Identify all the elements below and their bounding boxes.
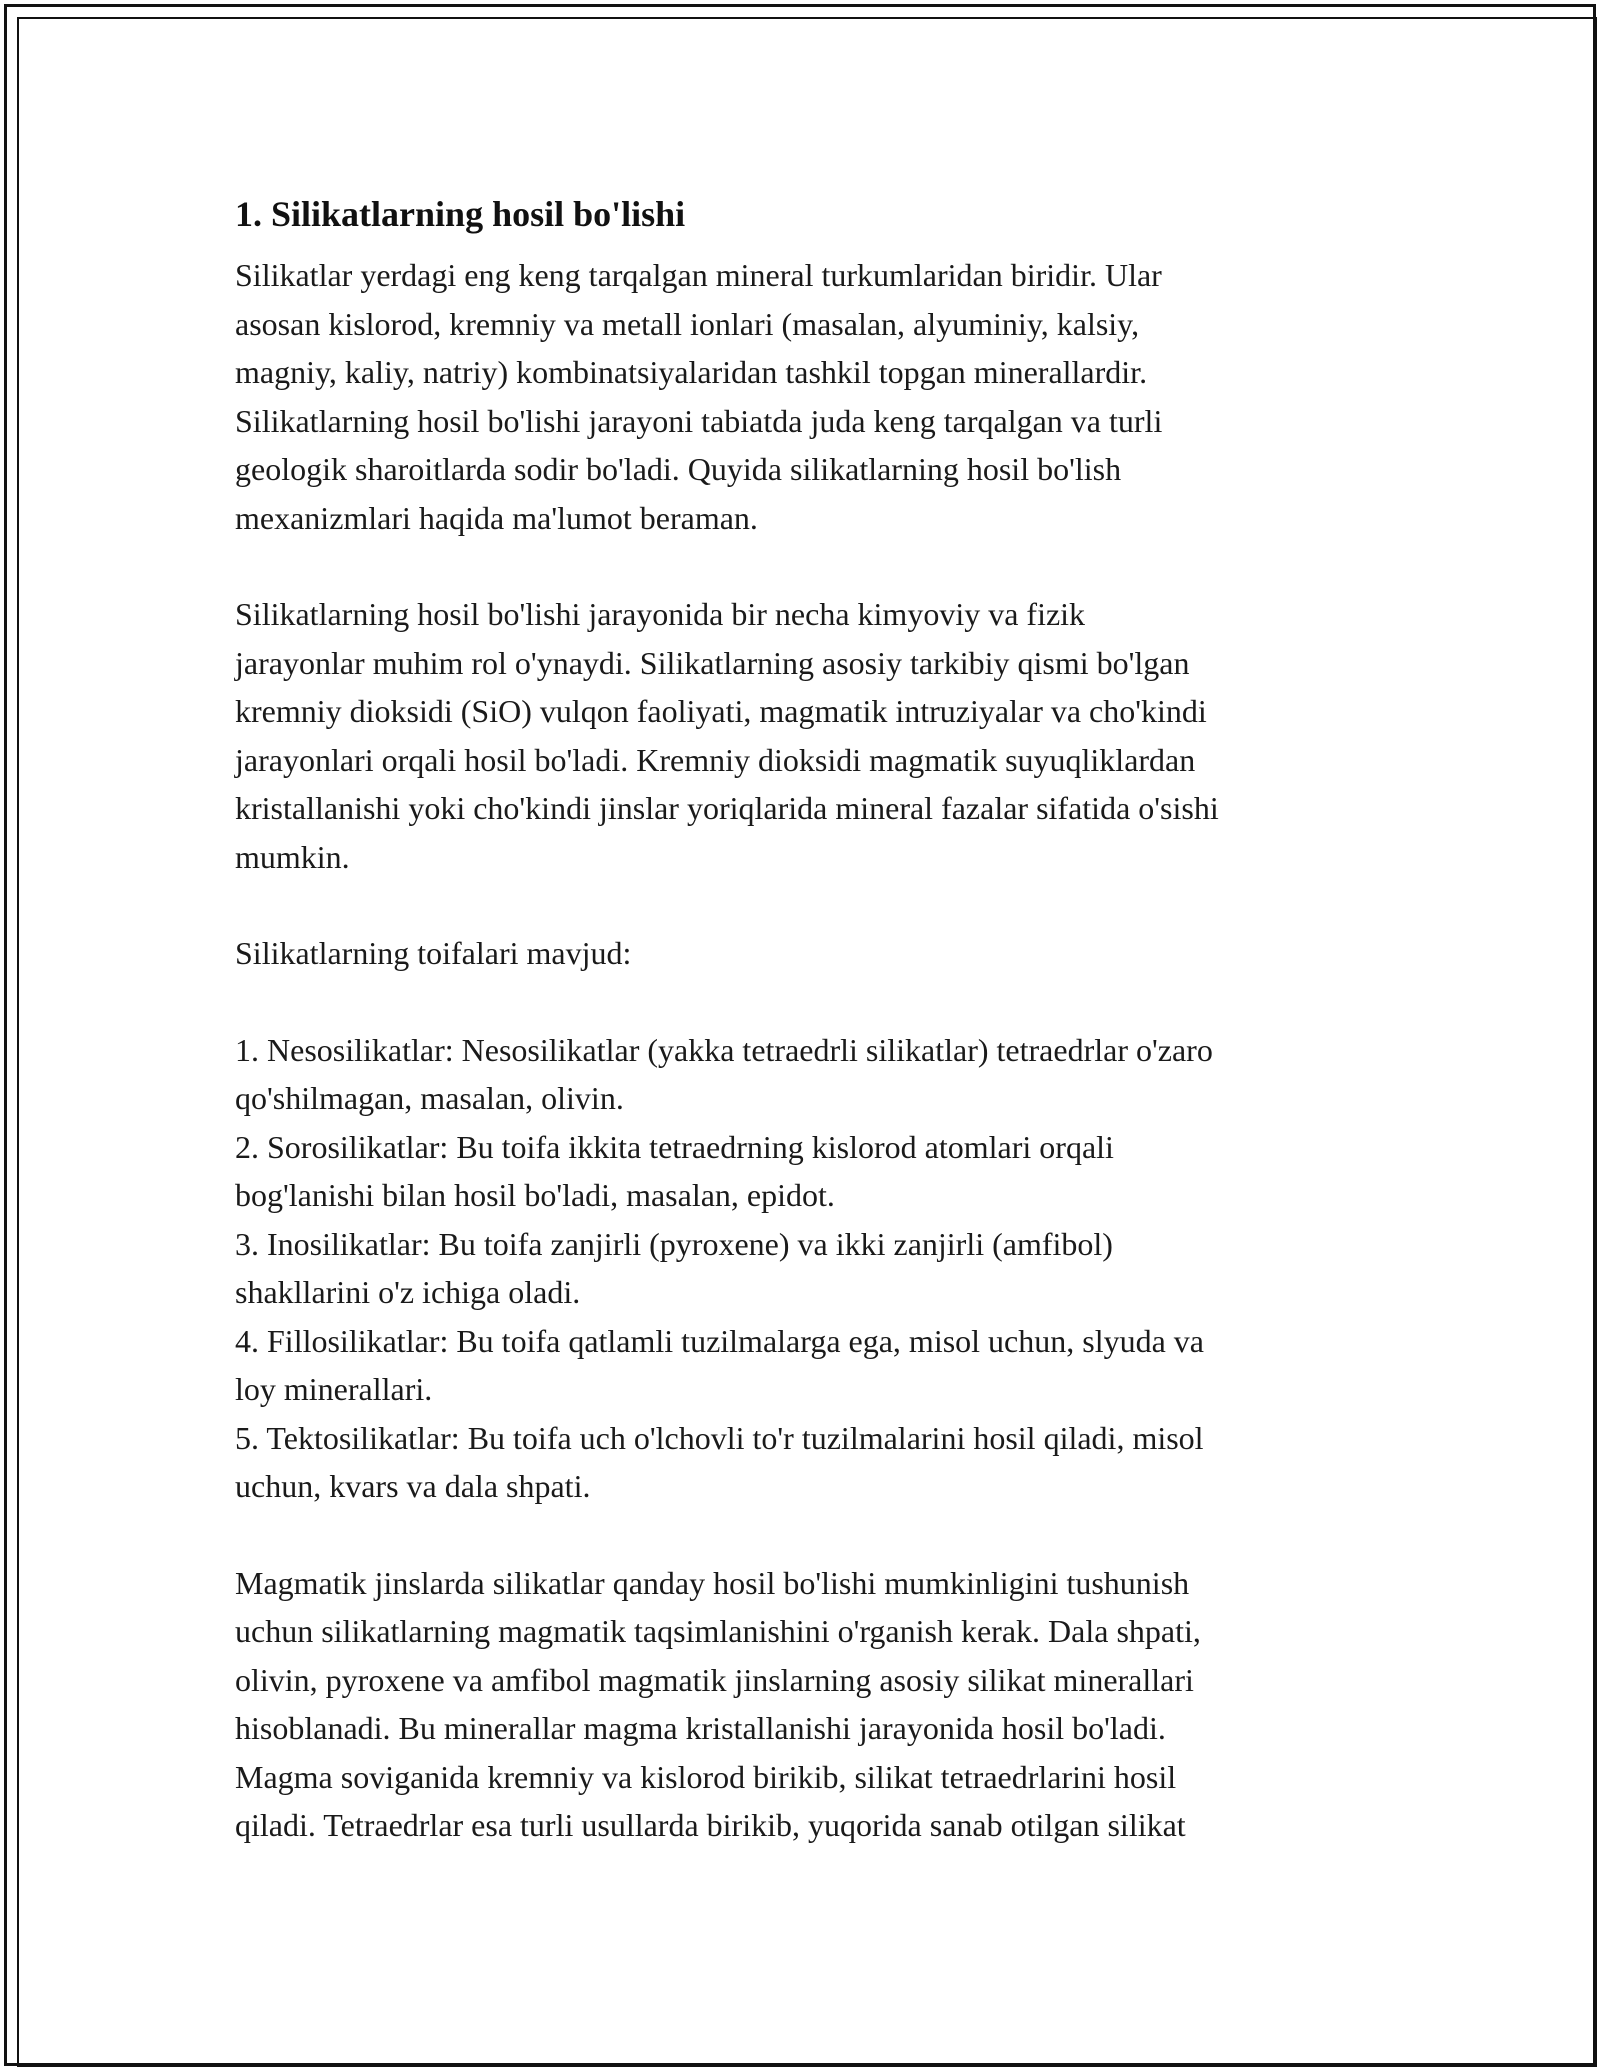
text-line: jarayonlar muhim rol o'ynaydi. Silikatlarning asosiy tarkibiy qismi bo'lgan [235, 644, 1190, 681]
section-heading: 1. Silikatlarning hosil bo'lishi [235, 194, 686, 234]
text-line: geologik sharoitlarda sodir bo'ladi. Quyida silikatlarning hosil bo'lish [235, 451, 1122, 487]
text-line: asosan kislorod, kremniy va metall ionlari (masalan, alyuminiy, kalsiy, [235, 305, 1140, 342]
text-line: mexanizmlari haqida ma'lumot beraman. [235, 499, 758, 536]
paragraph-intro [235, 251, 1395, 542]
text-line: kristallanishi yoki cho'kindi jinslar yoriqlarida mineral fazalar sifatida o'sishi [235, 790, 1219, 826]
text-line: Silikatlarning hosil bo'lishi jarayonida bir necha kimyoviy va fizik [235, 596, 1086, 632]
text-line: olivin, pyroxene va amfibol magmatik jinslarning asosiy silikat minerallari [235, 1661, 1194, 1698]
text-line: jarayonlari orqali hosil bo'ladi. Kremniy dioksidi magmatik suyuqliklardan [235, 741, 1196, 778]
text-line: mumkin. [235, 838, 350, 875]
text-line: Silikatlar yerdagi eng keng tarqalgan mineral turkumlaridan biridir. Ular [235, 257, 1162, 293]
list-item: qo'shilmagan, masalan, olivin. [235, 1080, 624, 1116]
list-item: uchun, kvars va dala shpati. [235, 1468, 591, 1504]
list-item: shakllarini o'z ichiga oladi. [235, 1274, 581, 1310]
text-line: Silikatlarning hosil bo'lishi jarayoni tabiatda juda keng tarqalgan va turli [235, 402, 1163, 439]
paragraph-processes [235, 590, 1395, 881]
document-body [235, 185, 1395, 1850]
text-line: magniy, kaliy, natriy) kombinatsiyalaridan tashkil topgan minerallardir. [235, 354, 1148, 390]
text-line: hisoblanadi. Bu minerallar magma kristallanishi jarayonida hosil bo'ladi. [235, 1710, 1166, 1746]
types-list [235, 1026, 1395, 1511]
types-intro [235, 929, 1395, 978]
text-line: Silikatlarning toifalari mavjud: [235, 935, 632, 971]
list-item: 2. Sorosilikatlar: Bu toifa ikkita tetraedrning kislorod atomlari orqali [235, 1128, 1114, 1165]
list-item: 3. Inosilikatlar: Bu toifa zanjirli (pyroxene) va ikki zanjirli (amfibol) [235, 1225, 1113, 1262]
list-item: 4. Fillosilikatlar: Bu toifa qatlamli tuzilmalarga ega, misol uchun, slyuda va [235, 1322, 1204, 1359]
text-line: uchun silikatlarning magmatik taqsimlanishini o'rganish kerak. Dala shpati, [235, 1613, 1201, 1649]
list-item: 5. Tektosilikatlar: Bu toifa uch o'lchovli to'r tuzilmalarini hosil qiladi, misol [235, 1419, 1204, 1456]
list-item: bog'lanishi bilan hosil bo'ladi, masalan, epidot. [235, 1177, 835, 1213]
list-item: loy minerallari. [235, 1371, 433, 1407]
text-line: Magma soviganida kremniy va kislorod birikib, silikat tetraedrlarini hosil [235, 1758, 1177, 1795]
text-line: kremniy dioksidi (SiO) vulqon faoliyati, magmatik intruziyalar va cho'kindi [235, 693, 1207, 729]
paragraph-magmatic [235, 1559, 1395, 1850]
text-line: qiladi. Tetraedrlar esa turli usullarda birikib, yuqorida sanab otilgan silikat [235, 1807, 1186, 1843]
list-item: 1. Nesosilikatlar: Nesosilikatlar (yakka tetraedrli silikatlar) tetraedrlar o'zaro [235, 1031, 1213, 1068]
text-line: Magmatik jinslarda silikatlar qanday hosil bo'lishi mumkinligini tushunish [235, 1564, 1190, 1601]
